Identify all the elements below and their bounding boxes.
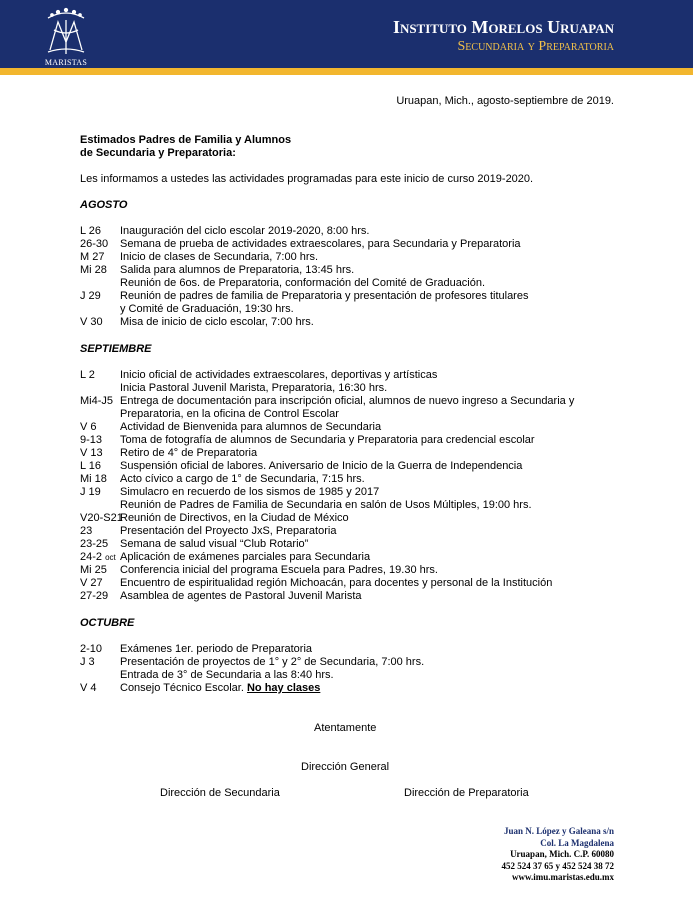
event-description <box>120 564 438 577</box>
greeting-line-2: de Secundaria y Preparatoria: <box>80 147 236 159</box>
event-date-text: L 2 <box>80 369 95 381</box>
event-description-text: Inauguración del ciclo escolar 2019-2020, 8:00 hrs. <box>120 225 370 237</box>
event-date <box>80 316 120 329</box>
event-description-text: Suspensión oficial de labores. Aniversario de Inicio de la Guerra de Independencia <box>120 460 523 472</box>
event-row <box>80 434 574 447</box>
gold-divider <box>0 68 693 75</box>
event-date <box>80 434 120 447</box>
event-date <box>80 303 120 316</box>
event-description <box>120 434 535 447</box>
event-row <box>80 486 574 499</box>
event-date-text: 24-2 <box>80 551 103 563</box>
events-septiembre <box>80 369 574 603</box>
event-row <box>80 669 424 682</box>
event-date <box>80 669 120 682</box>
date-line: Uruapan, Mich., agosto-septiembre de 2019. <box>396 95 614 107</box>
event-description <box>120 382 387 395</box>
event-date <box>80 512 123 525</box>
event-row <box>80 656 424 669</box>
event-date <box>80 460 120 473</box>
event-row <box>80 277 528 290</box>
address-website: www.imu.maristas.edu.mx <box>511 872 614 882</box>
event-date <box>80 551 120 564</box>
event-description <box>120 369 437 382</box>
event-description-text: Reunión de Directivos, en la Ciudad de México <box>120 512 349 524</box>
event-date-text: L 16 <box>80 460 102 472</box>
event-description <box>120 499 532 512</box>
event-description-text: Retiro de 4° de Preparatoria <box>120 447 258 459</box>
event-description <box>120 290 528 303</box>
event-date-text: 23-25 <box>80 538 109 550</box>
event-row <box>80 369 574 382</box>
event-date-text: V 4 <box>80 682 97 694</box>
institution-subtitle: Secundaria y Preparatoria <box>457 39 614 54</box>
event-row <box>80 421 574 434</box>
event-description <box>120 486 379 499</box>
address-city: Uruapan, Mich. C.P. 60080 <box>510 849 614 859</box>
event-date <box>80 251 120 264</box>
event-description-text: Entrada de 3° de Secundaria a las 8:40 hrs. <box>120 669 334 681</box>
event-description-text: Reunión de 6os. de Preparatoria, conformación del Comité de Graduación. <box>120 277 486 289</box>
event-date-suffix: oct <box>105 553 116 562</box>
event-description-text: Asamblea de agentes de Pastoral Juvenil Marista <box>120 590 362 602</box>
event-row <box>80 512 574 525</box>
event-description <box>120 408 339 421</box>
event-description-text: Inicio de clases de Secundaria, 7:00 hrs. <box>120 251 319 263</box>
event-description-text: Misa de inicio de ciclo escolar, 7:00 hrs. <box>120 316 314 328</box>
event-date <box>80 643 120 656</box>
event-date <box>80 447 120 460</box>
event-description-text: Acto cívico a cargo de 1° de Secundaria, 7:15 hrs. <box>120 473 365 485</box>
event-date <box>80 225 120 238</box>
event-description <box>120 538 308 551</box>
event-description <box>120 251 318 264</box>
event-row <box>80 682 424 695</box>
event-date <box>80 682 120 695</box>
event-description <box>120 577 552 590</box>
event-description <box>120 264 354 277</box>
event-date-text: Mi 28 <box>80 264 107 276</box>
event-row <box>80 499 574 512</box>
event-description-text: Reunión de Padres de Familia de Secundaria en salón de Usos Múltiples, 19:00 hrs. <box>120 499 532 511</box>
event-description-text: Exámenes 1er. periodo de Preparatoria <box>120 643 313 655</box>
event-date-text: 26-30 <box>80 238 109 250</box>
event-row <box>80 238 528 251</box>
event-date-text: V 6 <box>80 421 97 433</box>
event-description-text: y Comité de Graduación, 19:30 hrs. <box>120 303 294 315</box>
event-row <box>80 290 528 303</box>
institution-name: Instituto Morelos Uruapan <box>392 17 614 37</box>
event-date <box>80 486 120 499</box>
event-row <box>80 460 574 473</box>
event-description <box>120 682 320 695</box>
event-date-text: 2-10 <box>80 643 103 655</box>
event-date-text: M 27 <box>80 251 105 263</box>
event-description-text: Encuentro de espiritualidad región Michoacán, para docentes y personal de la Institución <box>120 577 553 589</box>
event-description-text: Reunión de padres de familia de Preparatoria y presentación de profesores titulares <box>120 290 529 302</box>
event-date-text: Mi 18 <box>80 473 107 485</box>
event-row <box>80 577 574 590</box>
maristas-emblem-icon <box>38 6 94 58</box>
event-date-text: V 30 <box>80 316 103 328</box>
intro-paragraph: Les informamos a ustedes las actividades programadas para este inicio de curso 2019-2020. <box>80 173 534 185</box>
event-description-text: Consejo Técnico Escolar. <box>120 682 247 694</box>
event-description <box>120 525 336 538</box>
event-description <box>120 656 424 669</box>
event-row <box>80 473 574 486</box>
event-date <box>80 421 120 434</box>
event-row <box>80 395 574 408</box>
event-date <box>80 525 120 538</box>
event-row <box>80 538 574 551</box>
event-description-text: Actividad de Bienvenida para alumnos de Secundaria <box>120 421 382 433</box>
event-date-text: 23 <box>80 525 93 537</box>
event-description-text: Aplicación de exámenes parciales para Secundaria <box>120 551 371 563</box>
event-description-text: Preparatoria, en la oficina de Control Escolar <box>120 408 339 420</box>
closing: Atentamente <box>314 722 377 734</box>
letterhead-banner <box>0 0 693 68</box>
event-date <box>80 499 120 512</box>
event-row <box>80 382 574 395</box>
greeting <box>80 134 291 160</box>
event-date <box>80 538 120 551</box>
maristas-logo <box>38 6 94 67</box>
signature-secundaria: Dirección de Secundaria <box>160 787 280 799</box>
event-date-text: V 13 <box>80 447 103 459</box>
event-date-text: V20-S21 <box>80 512 123 524</box>
address-colony: Col. La Magdalena <box>540 837 614 848</box>
event-description-text: Presentación de proyectos de 1° y 2° de Secundaria, 7:00 hrs. <box>120 656 425 668</box>
event-description <box>120 316 314 329</box>
event-description-text: Inicia Pastoral Juvenil Marista, Preparatoria, 16:30 hrs. <box>120 382 388 394</box>
event-date <box>80 590 120 603</box>
event-row <box>80 525 574 538</box>
event-date <box>80 264 120 277</box>
event-row <box>80 251 528 264</box>
event-description <box>120 277 485 290</box>
event-date <box>80 290 120 303</box>
event-description-text: Simulacro en recuerdo de los sismos de 1985 y 2017 <box>120 486 380 498</box>
event-description <box>120 225 370 238</box>
event-date <box>80 395 120 408</box>
event-row <box>80 303 528 316</box>
event-date-text: 27-29 <box>80 590 109 602</box>
event-date <box>80 369 120 382</box>
event-description-text: Toma de fotografía de alumnos de Secundaria y Preparatoria para credencial escolar <box>120 434 535 446</box>
event-row <box>80 225 528 238</box>
event-row <box>80 551 574 564</box>
event-date-text: V 27 <box>80 577 103 589</box>
event-description <box>120 669 334 682</box>
event-description-text: Semana de salud visual “Club Rotario” <box>120 538 309 550</box>
event-date-text: 9-13 <box>80 434 103 446</box>
event-description <box>120 460 522 473</box>
event-row <box>80 264 528 277</box>
event-date <box>80 656 120 669</box>
greeting-line-1: Estimados Padres de Familia y Alumnos <box>80 134 292 146</box>
month-heading-septiembre: SEPTIEMBRE <box>80 343 152 355</box>
event-description <box>120 643 312 656</box>
event-description-text: Semana de prueba de actividades extraescolares, para Secundaria y Preparatoria <box>120 238 521 250</box>
month-heading-agosto: AGOSTO <box>80 199 128 211</box>
event-date <box>80 238 120 251</box>
logo-caption: MARISTAS <box>44 58 88 67</box>
event-date-text: J 29 <box>80 290 101 302</box>
event-row <box>80 590 574 603</box>
event-description <box>120 447 257 460</box>
event-description <box>120 238 521 251</box>
event-date <box>80 577 120 590</box>
address-street: Juan N. López y Galeana s/n <box>503 826 614 836</box>
address-block <box>502 826 615 884</box>
event-date-text: Mi 25 <box>80 564 107 576</box>
no-classes-notice: No hay clases <box>246 682 321 694</box>
event-date-text: J 3 <box>80 656 95 668</box>
events-octubre <box>80 643 424 695</box>
event-date <box>80 473 120 486</box>
event-date <box>80 382 120 395</box>
event-description <box>120 551 370 564</box>
event-description-text: Entrega de documentación para inscripción oficial, alumnos de nuevo ingreso a Secundaria y <box>120 395 575 407</box>
event-date-text: Mi4-J5 <box>80 395 114 407</box>
event-row <box>80 408 574 421</box>
event-description <box>120 421 381 434</box>
event-row <box>80 447 574 460</box>
event-description-text: Salida para alumnos de Preparatoria, 13:45 hrs. <box>120 264 355 276</box>
events-agosto <box>80 225 528 329</box>
event-description <box>120 395 574 408</box>
event-row <box>80 564 574 577</box>
event-date-text: L 26 <box>80 225 102 237</box>
event-date <box>80 564 120 577</box>
event-description <box>120 303 294 316</box>
event-row <box>80 316 528 329</box>
month-heading-octubre: OCTUBRE <box>80 617 135 629</box>
event-description-text: Presentación del Proyecto JxS, Preparatoria <box>120 525 337 537</box>
event-date-text: J 19 <box>80 486 101 498</box>
event-description <box>120 590 362 603</box>
address-phones: 452 524 37 65 y 452 524 38 72 <box>501 860 614 871</box>
event-date <box>80 277 120 290</box>
signature-general: Dirección General <box>301 761 390 773</box>
event-description-text: Conferencia inicial del programa Escuela para Padres, 19.30 hrs. <box>120 564 438 576</box>
event-description-text: Inicio oficial de actividades extraescolares, deportivas y artísticas <box>120 369 438 381</box>
event-date <box>80 408 120 421</box>
signature-preparatoria: Dirección de Preparatoria <box>404 787 529 799</box>
event-row <box>80 643 424 656</box>
event-description <box>120 512 349 525</box>
event-description <box>120 473 365 486</box>
